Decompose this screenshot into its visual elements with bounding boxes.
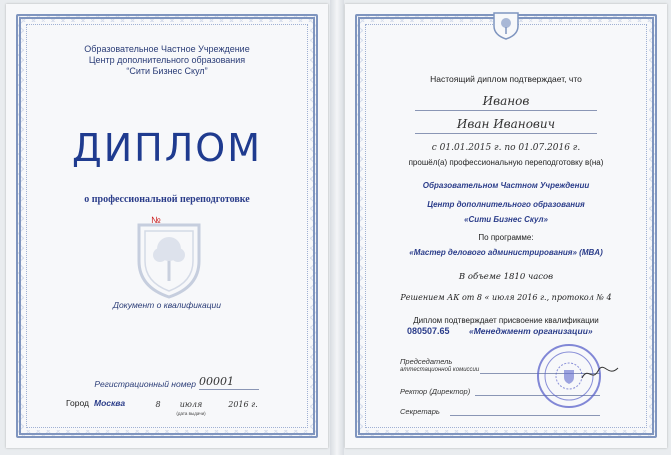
diploma-title: ДИПЛОМ: [72, 126, 262, 170]
rector-label: Ректор (Директор): [400, 387, 471, 396]
surname-line: [415, 110, 597, 111]
chair-label-2: аттестационной комиссии: [400, 367, 480, 373]
left-page: [6, 4, 328, 448]
qualification-code: 080507.65: [407, 326, 450, 336]
number-label: №: [151, 215, 161, 225]
name-patronymic: Иван Иванович: [456, 117, 556, 131]
org-line-1: Образовательном Частном Учреждении: [422, 181, 590, 190]
diploma-subtitle: о профессиональной переподготовке: [84, 194, 250, 205]
emblem-watermark-icon: [134, 219, 204, 299]
org-line-2: Центр дополнительного образования: [427, 200, 585, 209]
date-caption: (дата выдачи): [176, 411, 206, 416]
confirm-text: Настоящий диплом подтверждает, что: [430, 74, 582, 84]
qualification-name: «Менеджмент организации»: [469, 326, 593, 336]
commission-decision: Решением АК от 8 « июля 2016 г., протокол № 4: [400, 293, 612, 302]
passed-text: прошёл(а) профессиональную переподготовку в(на): [408, 158, 604, 167]
emblem-icon: [491, 10, 521, 40]
secretary-label: Секретарь: [400, 407, 440, 416]
qualification-note: Диплом подтверждает присвоение квалификации: [413, 316, 599, 325]
signature-icon: [580, 362, 620, 384]
name-line: [415, 133, 597, 134]
surname: Иванов: [482, 94, 530, 108]
institution-line-3: “Сити Бизнес Скул”: [126, 66, 208, 76]
study-period: с 01.01.2015 г. по 01.07.2016 г.: [431, 143, 581, 153]
reg-line: [199, 389, 259, 390]
program-label: По программе:: [478, 233, 534, 242]
city-label: Город: [66, 398, 89, 408]
program-name: «Мастер делового администрирования» (MBA): [409, 248, 603, 257]
right-page: [345, 4, 667, 448]
city-value: Москва: [94, 398, 126, 408]
secretary-sign-line: [450, 415, 600, 416]
fold: [330, 0, 344, 455]
institution-line-2: Центр дополнительного образования: [88, 55, 246, 65]
institution-line-1: Образовательное Частное Учреждение: [84, 44, 250, 54]
date-month: июля: [179, 400, 203, 409]
reg-number-value: 00001: [199, 375, 234, 388]
date-day: 8: [155, 400, 161, 409]
chair-label-1: Председатель: [400, 357, 453, 366]
reg-number-label: Регистрационный номер: [94, 379, 196, 389]
org-line-3: «Сити Бизнес Скул»: [464, 215, 548, 224]
volume-hours: В объеме 1810 часов: [458, 272, 554, 282]
document-note: Документ о квалификации: [112, 300, 222, 310]
date-year: 2016 г.: [228, 400, 258, 409]
